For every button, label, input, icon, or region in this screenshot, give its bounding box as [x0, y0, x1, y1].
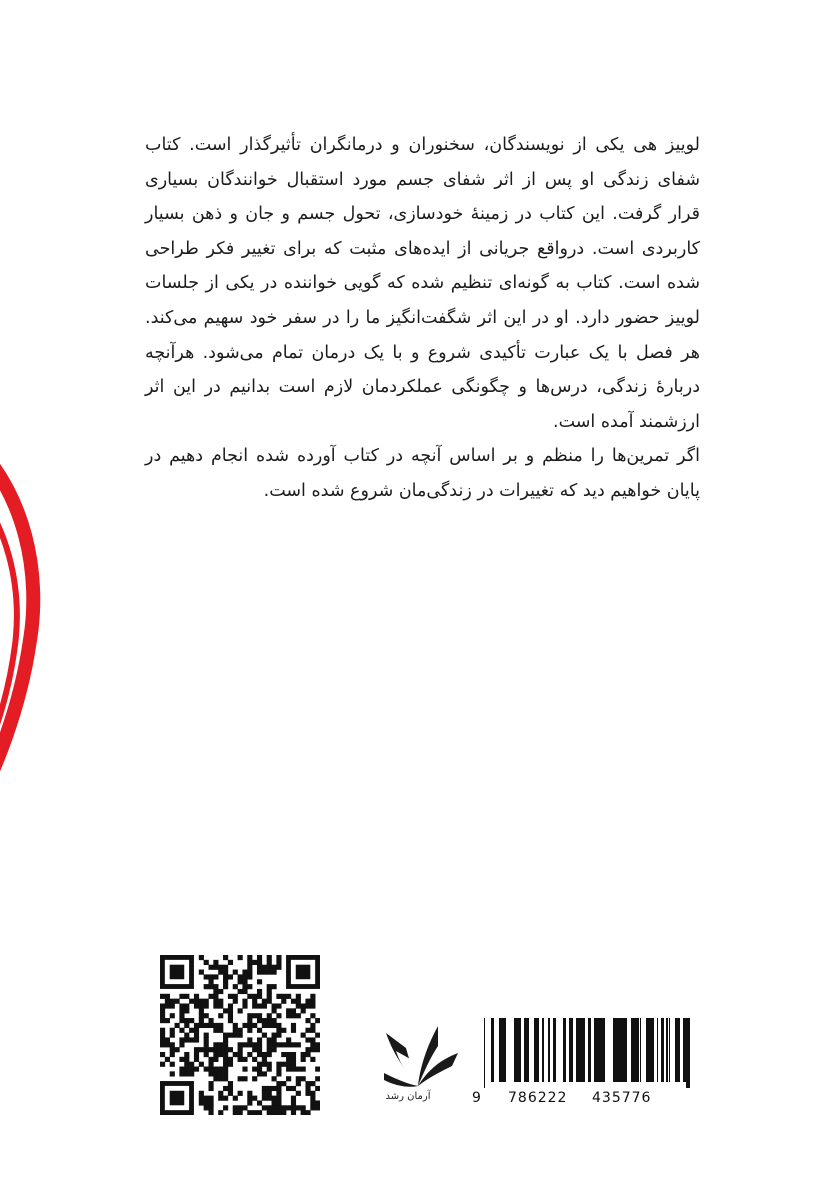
description-paragraph: لوییز هی یکی از نویسندگان، سخنوران و درمانگران تأثیرگذار است. کتاب شفای زندگی او پس از اثر شفای جسم مورد استقبال خوانندگان بسیاری قرار گرفت. این کتاب در زمینهٔ خودسازی، تحول جسم و جان و ذهن بسیار کاربردی است. درواقع جریانی از ایده‌های مثبت که برای تغییر فکر طراحی شده است. کتاب به گونه‌ای تنظیم شده که گویی خواننده در یکی از جلسات لوییز حضور دارد. او در این اثر شگفت‌انگیز ما را در سفر خود سهیم می‌کند. هر فصل با یک عبارت تأکیدی شروع و با یک درمان تمام می‌شود. هرآنچه دربارهٔ زندگی، درس‌ها و چگونگی عملکردمان لازم است بدانیم در این اثر ارزشمند آمده است. [145, 135, 700, 432]
barcode-digits-group-1: 786222 [508, 1090, 568, 1106]
barcode-digit-lead: 9 [472, 1090, 482, 1106]
isbn-barcode [484, 1018, 690, 1088]
barcode-digits-group-2: 435776 [592, 1090, 652, 1106]
back-cover-text [145, 128, 700, 509]
description-paragraph: اگر تمرین‌ها را منظم و بر اساس آنچه در کتاب آورده شده انجام دهیم در پایان خواهیم دید که تغییرات در زندگی‌مان شروع شده است. [145, 446, 700, 501]
red-ribbon-decoration [0, 410, 60, 830]
publisher-name: آرمان رشد [385, 1091, 431, 1102]
book-pages-logo-icon [378, 1018, 463, 1090]
qr-code-icon [160, 955, 320, 1115]
